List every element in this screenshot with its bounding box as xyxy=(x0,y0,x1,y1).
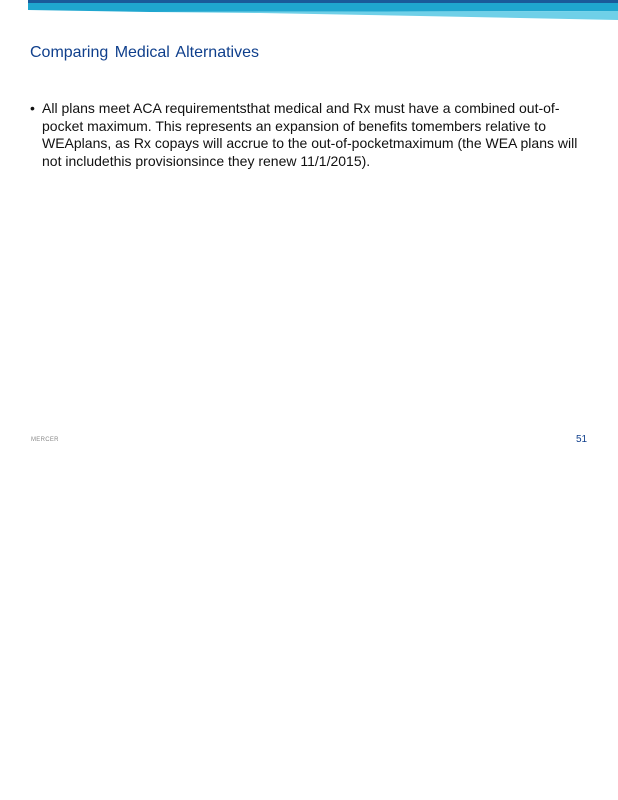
header-band-light-swoosh xyxy=(150,11,618,20)
bullet-text: All plans meet ACA requirementsthat medical and Rx must have a combined out-of-pocket maximum. This represents an expansion of benefits tomembers relative to WEAplans, as Rx copays will accrue to the out-of-pocketmaximum (the WEA plans will not includethis provisionsince they renew 11/1/2015). xyxy=(42,100,578,169)
footer-brand: MERCER xyxy=(31,437,59,443)
bullet-marker: • xyxy=(30,100,35,116)
header-band xyxy=(0,0,618,24)
bullet-list xyxy=(30,100,582,170)
page-number: 51 xyxy=(576,434,588,445)
header-band-dark-swoosh xyxy=(28,3,618,12)
bullet-item xyxy=(30,100,582,170)
slide-title: Comparing Medical Alternatives xyxy=(30,44,259,61)
header-band-navy-stripe xyxy=(28,0,618,3)
